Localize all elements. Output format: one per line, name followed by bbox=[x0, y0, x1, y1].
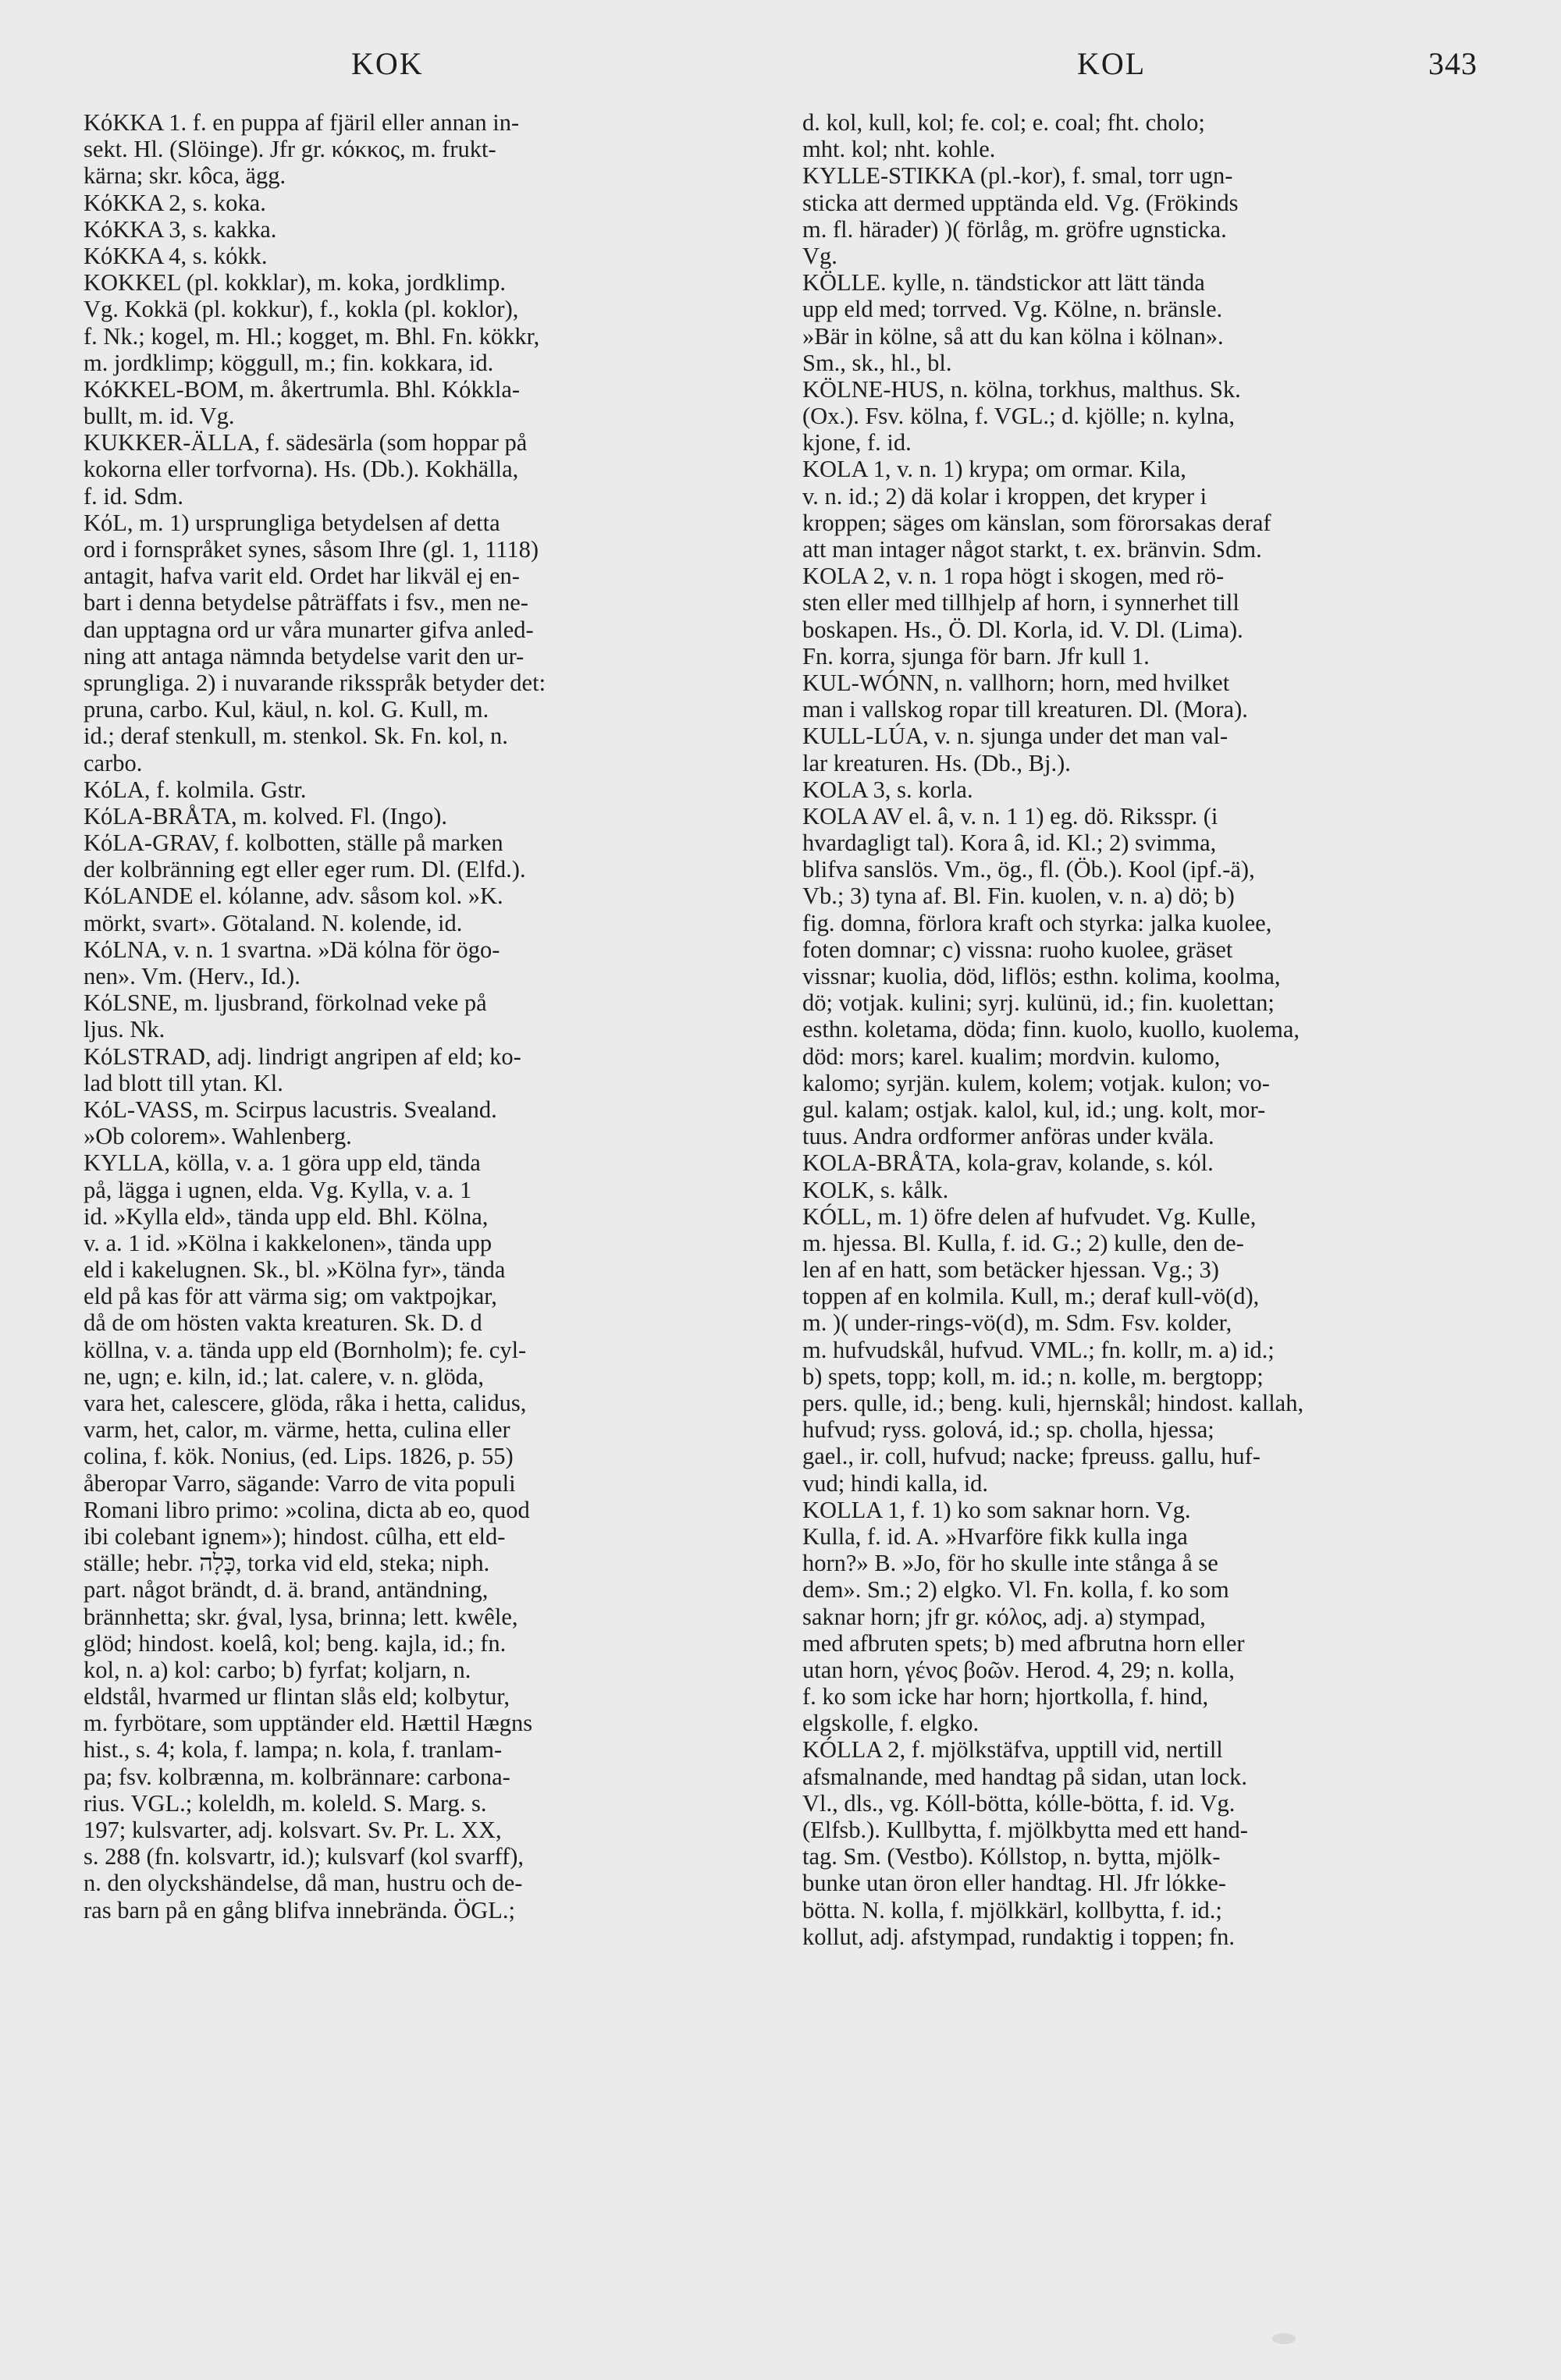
text-line: mörkt, svart». Götaland. N. kolende, id. bbox=[84, 909, 463, 936]
text-line: KULL-LÚA, v. n. sjunga under det man val- bbox=[802, 723, 1229, 750]
text-line: der kolbränning egt eller eger rum. Dl. (Elfd.). bbox=[84, 856, 526, 883]
text-line: KόL, m. 1) ursprungliga betydelsen af detta bbox=[84, 509, 500, 536]
text-line: då de om hösten vakta kreaturen. Sk. D. d bbox=[84, 1309, 482, 1337]
text-line: sten eller med tillhjelp af horn, i synnerhet till bbox=[802, 589, 1239, 616]
text-line: m. fl. härader) )( förlåg, m. gröfre ugnsticka. bbox=[802, 215, 1227, 243]
text-line: KOLA 1, v. n. 1) krypa; om ormar. Kila, bbox=[802, 456, 1186, 483]
text-line: Vl., dls., vg. Kόll-bötta, kόlle-bötta, f. id. Vg. bbox=[802, 1789, 1236, 1817]
text-line: KUKKER-ÄLLA, f. sädesärla (som hoppar på bbox=[84, 429, 528, 456]
text-line: ord i fornspråket synes, såsom Ihre (gl. 1, 1118) bbox=[84, 536, 539, 563]
text-line: pa; fsv. kolbrænna, m. kolbrännare: carbona- bbox=[84, 1763, 510, 1790]
text-line: d. kol, kull, kol; fe. col; e. coal; fht. cholo; bbox=[802, 109, 1205, 136]
text-line: sekt. Hl. (Slöinge). Jfr gr. κόκκος, m. frukt- bbox=[84, 136, 496, 163]
text-line: b) spets, topp; koll, m. id.; n. kolle, m. bergtopp; bbox=[802, 1362, 1264, 1390]
text-line: ställe; hebr. כָּלָה, torka vid eld, steka; niph. bbox=[84, 1550, 490, 1577]
text-line: Vb.; 3) tyna af. Bl. Fin. kuolen, v. n. a) dö; b) bbox=[802, 883, 1235, 910]
text-line: mht. kol; nht. kohle. bbox=[802, 136, 996, 163]
text-line: len af en hatt, som betäcker hjessan. Vg.; 3) bbox=[802, 1256, 1219, 1284]
text-line: Kulla, f. id. A. »Hvarföre fikk kulla inga bbox=[802, 1522, 1188, 1550]
text-line: pruna, carbo. Kul, käul, n. kol. G. Kull, m. bbox=[84, 696, 489, 723]
text-line: kroppen; säges om känslan, som förorsakas deraf bbox=[802, 509, 1271, 536]
text-line: KÓLL, m. 1) öfre delen af hufvudet. Vg. Kulle, bbox=[802, 1202, 1257, 1230]
text-line: KόKKA 2, s. koka. bbox=[84, 189, 266, 216]
text-line: antagit, hafva varit eld. Ordet har likväl ej en- bbox=[84, 563, 520, 590]
text-line: horn?» B. »Jo, för ho skulle inte stånga å se bbox=[802, 1550, 1218, 1577]
text-line: KUL-WÓNN, n. vallhorn; horn, med hvilket bbox=[802, 669, 1230, 696]
text-line: vara het, calescere, glöda, råka i hetta, calidus, bbox=[84, 1390, 527, 1416]
text-line: fig. domna, förlora kraft och styrka: jalka kuolee, bbox=[802, 909, 1272, 936]
text-line: Romani libro primo: »colina, dicta ab eo, quod bbox=[84, 1496, 530, 1523]
text-line: ibi colebant ignem»); hindost. cûlha, ett eld- bbox=[84, 1522, 506, 1550]
text-line: ne, ugn; e. kiln, id.; lat. calere, v. n. glöda, bbox=[84, 1362, 484, 1390]
text-line: f. Nk.; kogel, m. Hl.; kogget, m. Bhl. Fn. kökkr, bbox=[84, 322, 540, 350]
text-line: eld på kas för att värma sig; om vaktpojkar, bbox=[84, 1283, 497, 1310]
text-line: gael., ir. coll, hufvud; nacke; fpreuss. gallu, huf- bbox=[802, 1443, 1261, 1470]
text-line: KόKKEL-BOM, m. åkertrumla. Bhl. Kόkkla- bbox=[84, 375, 521, 403]
text-line: KόLA, f. kolmila. Gstr. bbox=[84, 776, 307, 803]
text-line: Sm., sk., hl., bl. bbox=[802, 349, 952, 376]
text-line: pers. qulle, id.; beng. kuli, hjernskål; hindost. kallah, bbox=[802, 1390, 1304, 1416]
text-line: på, lägga i ugnen, elda. Vg. Kylla, v. a. 1 bbox=[84, 1176, 472, 1203]
text-line: lad blott till ytan. Kl. bbox=[84, 1069, 283, 1096]
text-line: dem». Sm.; 2) elgko. Vl. Fn. kolla, f. ko som bbox=[802, 1576, 1229, 1604]
text-line: KόKKA 3, s. kakka. bbox=[84, 215, 277, 243]
text-line: att man intager något starkt, t. ex. bränvin. Sdm. bbox=[802, 536, 1262, 563]
text-line: KOLA AV el. â, v. n. 1 1) eg. dö. Riksspr. (i bbox=[802, 802, 1218, 829]
text-line: KόL-VASS, m. Scirpus lacustris. Svealand. bbox=[84, 1096, 497, 1123]
text-line: KOLLA 1, f. 1) ko som saknar horn. Vg. bbox=[802, 1496, 1191, 1523]
text-line: glöd; hindost. koelâ, kol; beng. kajla, id.; fn. bbox=[84, 1629, 507, 1657]
text-line: med afbruten spets; b) med afbrutna horn eller bbox=[802, 1629, 1245, 1657]
text-line: KOLK, s. kålk. bbox=[802, 1176, 949, 1203]
text-line: (Elfsb.). Kullbytta, f. mjölkbytta med ett hand- bbox=[802, 1817, 1248, 1843]
text-line: kol, n. a) kol: carbo; b) fyrfat; koljarn, n. bbox=[84, 1656, 471, 1683]
text-line: KόLSTRAD, adj. lindrigt angripen af eld; ko- bbox=[84, 1043, 521, 1070]
text-line: blifva sanslös. Vm., ög., fl. (Öb.). Kool (ipf.-ä), bbox=[802, 856, 1255, 883]
text-line: »Bär in kölne, så att du kan kölna i kölnan». bbox=[802, 322, 1224, 350]
text-line: nen». Vm. (Herv., Id.). bbox=[84, 963, 300, 989]
text-line: m. hufvudskål, hufvud. VML.; fn. kollr, m. a) id.; bbox=[802, 1336, 1275, 1363]
running-head-left: KOK bbox=[351, 46, 424, 81]
text-line: Fn. korra, sjunga för barn. Jfr kull 1. bbox=[802, 642, 1150, 670]
text-line: KYLLA, kölla, v. a. 1 göra upp eld, tända bbox=[84, 1149, 481, 1177]
text-line: vud; hindi kalla, id. bbox=[802, 1469, 989, 1497]
text-line: s. 288 (fn. kolsvartr, id.); kulsvarf (kol svarff), bbox=[84, 1843, 524, 1870]
text-line: KόKKA 4, s. kόkk. bbox=[84, 242, 268, 269]
text-line: KόLA-BRÅTA, m. kolved. Fl. (Ingo). bbox=[84, 802, 448, 829]
page-number: 343 bbox=[1428, 46, 1477, 81]
text-line: kalomo; syrjän. kulem, kolem; votjak. kulon; vo- bbox=[802, 1069, 1270, 1096]
text-line: foten domnar; c) vissna: ruoho kuolee, gräset bbox=[802, 936, 1233, 963]
text-line: hvardagligt tal). Kora â, id. Kl.; 2) svimma, bbox=[802, 829, 1217, 857]
text-line: (Ox.). Fsv. kölna, f. VGL.; d. kjölle; n. kylna, bbox=[802, 403, 1236, 430]
text-line: upp eld med; torrved. Vg. Kölne, n. bränsle. bbox=[802, 296, 1223, 323]
text-line: m. jordklimp; köggull, m.; fin. kokkara, id. bbox=[84, 349, 494, 376]
page-mark bbox=[1272, 2333, 1296, 2344]
text-line: KOLA 3, s. korla. bbox=[802, 776, 973, 803]
text-line: KόLA-GRAV, f. kolbotten, ställe på marken bbox=[84, 829, 503, 857]
text-line: kokorna eller torfvorna). Hs. (Db.). Kokhälla, bbox=[84, 456, 519, 483]
text-line: tuus. Andra ordformer anföras under kväla. bbox=[802, 1123, 1214, 1150]
text-line: elgskolle, f. elgko. bbox=[802, 1710, 980, 1737]
text-line: KόLSNE, m. ljusbrand, förkolnad veke på bbox=[84, 989, 487, 1017]
text-line: tag. Sm. (Vestbo). Kόllstop, n. bytta, mjölk- bbox=[802, 1843, 1221, 1870]
text-line: sprungliga. 2) i nuvarande riksspråk betyder det: bbox=[84, 669, 546, 696]
text-line: m. hjessa. Bl. Kulla, f. id. G.; 2) kulle, den de- bbox=[802, 1229, 1244, 1256]
text-line: död: mors; karel. kualim; mordvin. kulomo, bbox=[802, 1043, 1221, 1070]
text-line: KÓLLA 2, f. mjölkstäfva, upptill vid, nertill bbox=[802, 1736, 1223, 1764]
text-line: Vg. Kokkä (pl. kokkur), f., kokla (pl. koklor), bbox=[84, 296, 519, 323]
text-line: man i vallskog ropar till kreaturen. Dl. (Mora). bbox=[802, 696, 1248, 723]
text-line: kjone, f. id. bbox=[802, 429, 912, 456]
text-line: kärna; skr. kôca, ägg. bbox=[84, 162, 286, 190]
text-line: hufvud; ryss. golová, id.; sp. cholla, hjessa; bbox=[802, 1416, 1214, 1444]
right-column bbox=[802, 109, 1455, 1950]
text-line: KόLNA, v. n. 1 svartna. »Dä kόlna för ögo- bbox=[84, 936, 500, 963]
text-line: utan horn, γένος βοῶν. Herod. 4, 29; n. kolla, bbox=[802, 1656, 1235, 1683]
text-line: KYLLE-STIKKA (pl.-kor), f. smal, torr ugn- bbox=[802, 162, 1233, 190]
text-line: kollut, adj. afstympad, rundaktig i toppen; fn. bbox=[802, 1923, 1235, 1950]
text-line: varm, het, calor, m. värme, hetta, culina eller bbox=[84, 1416, 510, 1444]
text-line: eld i kakelugnen. Sk., bl. »Kölna fyr», tända bbox=[84, 1256, 506, 1284]
text-line: dö; votjak. kulini; syrj. kulünü, id.; fin. kuolettan; bbox=[802, 989, 1275, 1017]
text-line: ras barn på en gång blifva innebrända. ÖGL.; bbox=[84, 1896, 516, 1924]
text-line: KόKKA 1. f. en puppa af fjäril eller annan in- bbox=[84, 109, 520, 136]
text-line: carbo. bbox=[84, 749, 143, 776]
text-line: saknar horn; jfr gr. κόλος, adj. a) stympad, bbox=[802, 1603, 1206, 1630]
text-line: bötta. N. kolla, f. mjölkkärl, kollbytta, f. id.; bbox=[802, 1896, 1222, 1924]
text-line: köllna, v. a. tända upp eld (Bornholm); fe. cyl- bbox=[84, 1336, 527, 1363]
text-line: ljus. Nk. bbox=[84, 1016, 165, 1043]
running-head-center: KOL bbox=[1077, 46, 1147, 81]
text-line: esthn. koletama, döda; finn. kuolo, kuollo, kuolema, bbox=[802, 1016, 1300, 1043]
text-line: m. fyrbötare, som upptänder eld. Hættil Hægns bbox=[84, 1710, 533, 1737]
text-line: brännhetta; skr. ǵval, lysa, brinna; lett. kwêle, bbox=[84, 1603, 518, 1630]
text-line: »Ob colorem». Wahlenberg. bbox=[84, 1123, 352, 1150]
text-line: id. »Kylla eld», tända upp eld. Bhl. Kölna, bbox=[84, 1202, 489, 1230]
text-line: eldstål, hvarmed ur flintan slås eld; kolbytur, bbox=[84, 1683, 510, 1710]
text-line: åberopar Varro, sägande: Varro de vita populi bbox=[84, 1469, 516, 1497]
text-line: bunke utan öron eller handtag. Hl. Jfr lόkke- bbox=[802, 1870, 1226, 1897]
text-line: KÖLLE. kylle, n. tändstickor att lätt tända bbox=[802, 269, 1205, 297]
text-line: part. något brändt, d. ä. brand, antändning, bbox=[84, 1576, 489, 1604]
text-line: rius. VGL.; koleldh, m. koleld. S. Marg. s. bbox=[84, 1789, 487, 1817]
text-line: KOKKEL (pl. kokklar), m. koka, jordklimp. bbox=[84, 269, 507, 297]
left-column bbox=[84, 109, 736, 1924]
text-line: m. )( under-rings-vö(d), m. Sdm. Fsv. kolder, bbox=[802, 1309, 1232, 1337]
text-line: boskapen. Hs., Ö. Dl. Korla, id. V. Dl. (Lima). bbox=[802, 616, 1243, 643]
text-line: gul. kalam; ostjak. kalol, kul, id.; ung. kolt, mor- bbox=[802, 1096, 1266, 1123]
text-line: bart i denna betydelse påträffats i fsv., men ne- bbox=[84, 589, 528, 616]
text-line: hist., s. 4; kola, f. lampa; n. kola, f. tranlam- bbox=[84, 1736, 503, 1764]
text-line: n. den olyckshändelse, då man, hustru och de- bbox=[84, 1870, 523, 1897]
text-line: toppen af en kolmila. Kull, m.; deraf kull-vö(d), bbox=[802, 1283, 1260, 1310]
text-line: Vg. bbox=[802, 242, 837, 269]
text-line: 197; kulsvarter, adj. kolsvart. Sv. Pr. L. XX, bbox=[84, 1817, 502, 1843]
text-line: colina, f. kök. Nonius, (ed. Lips. 1826, p. 55) bbox=[84, 1443, 514, 1470]
text-line: KOLA 2, v. n. 1 ropa högt i skogen, med rö- bbox=[802, 563, 1225, 590]
text-line: KόLANDE el. kόlanne, adv. såsom kol. »K. bbox=[84, 883, 503, 910]
text-line: bullt, m. id. Vg. bbox=[84, 403, 235, 430]
text-line: afsmalnande, med handtag på sidan, utan lock. bbox=[802, 1763, 1247, 1790]
text-line: ning att antaga nämnda betydelse varit den ur- bbox=[84, 642, 524, 670]
text-line: vissnar; kuolia, död, liflös; esthn. kolima, koolma, bbox=[802, 963, 1281, 989]
text-line: KOLA-BRÅTA, kola-grav, kolande, s. kόl. bbox=[802, 1149, 1214, 1177]
text-line: KÖLNE-HUS, n. kölna, torkhus, malthus. Sk. bbox=[802, 375, 1241, 403]
text-line: v. a. 1 id. »Kölna i kakkelonen», tända upp bbox=[84, 1229, 492, 1256]
text-line: id.; deraf stenkull, m. stenkol. Sk. Fn. kol, n. bbox=[84, 723, 508, 750]
text-line: lar kreaturen. Hs. (Db., Bj.). bbox=[802, 749, 1071, 776]
text-line: sticka att dermed upptända eld. Vg. (Frökinds bbox=[802, 189, 1239, 216]
text-line: dan upptagna ord ur våra munarter gifva anled- bbox=[84, 616, 534, 643]
text-line: f. id. Sdm. bbox=[84, 482, 183, 510]
column-gutter bbox=[765, 117, 766, 2294]
text-line: v. n. id.; 2) dä kolar i kroppen, det kryper i bbox=[802, 482, 1207, 510]
text-line: f. ko som icke har horn; hjortkolla, f. hind, bbox=[802, 1683, 1209, 1710]
